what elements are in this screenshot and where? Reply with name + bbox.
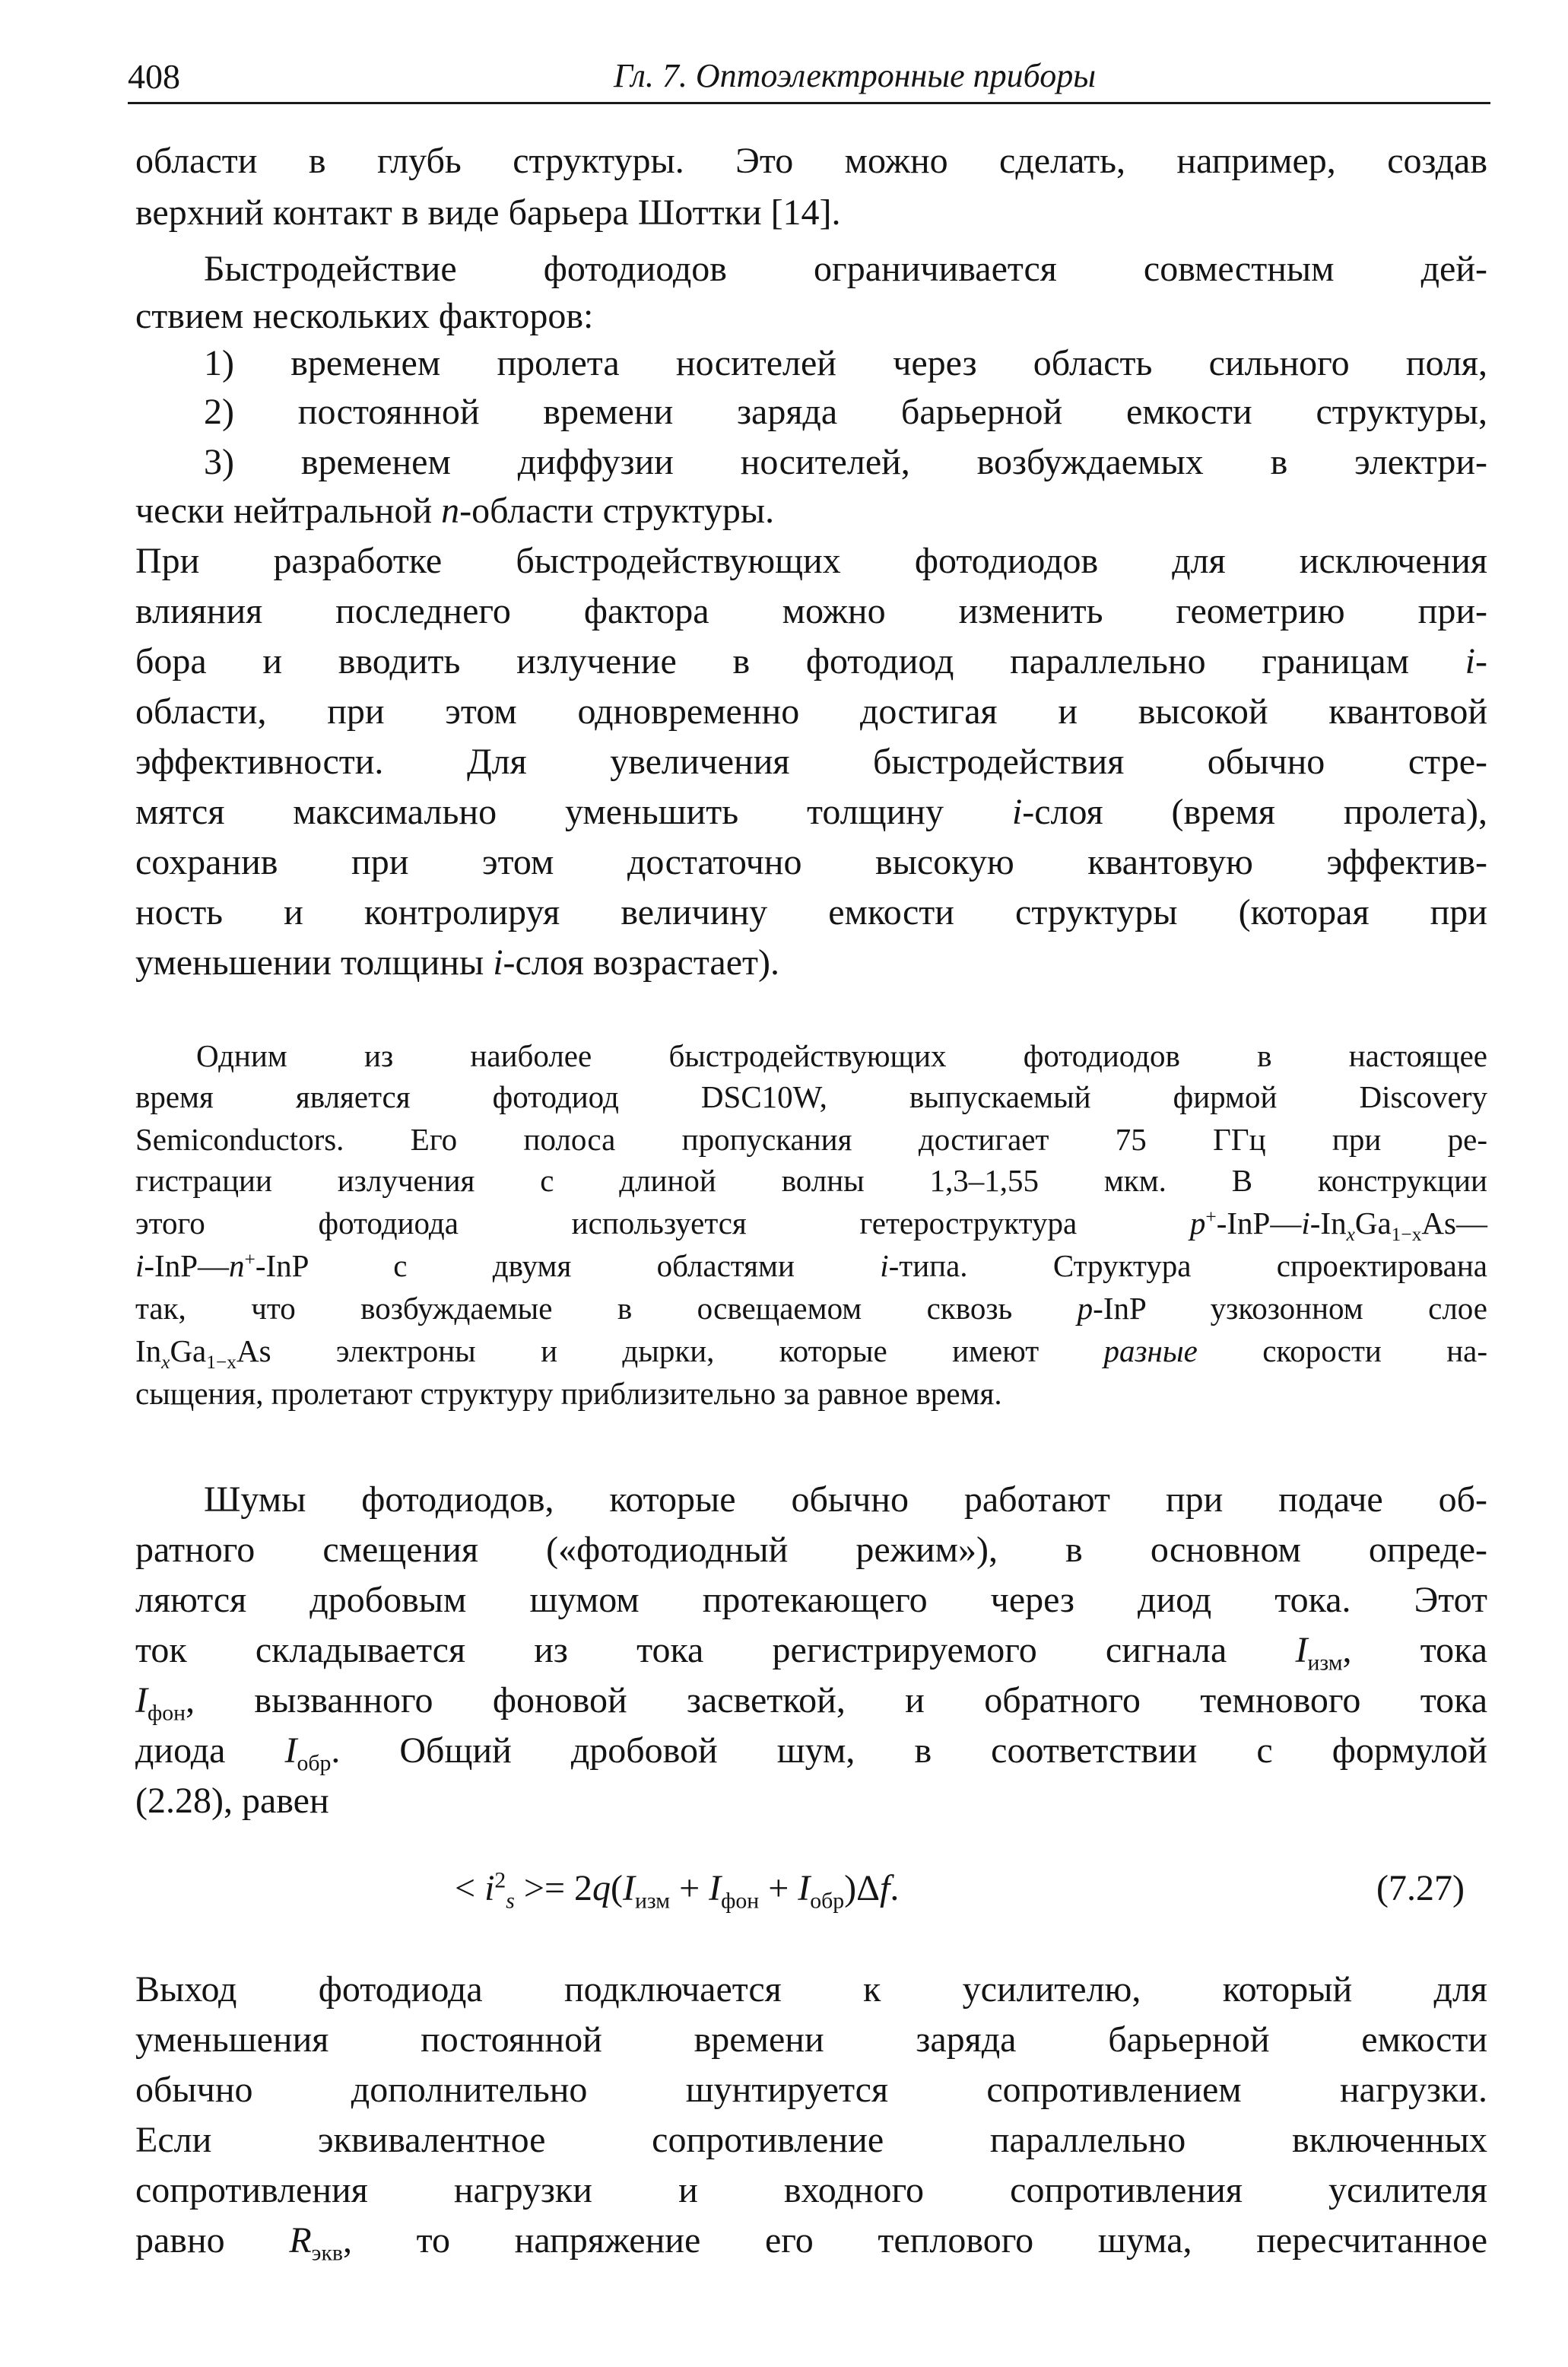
- list-item-2: 2) постоянной времени заряда барьерной емкости структуры,: [204, 392, 1487, 432]
- p5-line-6: равно $R_{экв}$, то напряжение его теплового шума, пересчитанное: [135, 2220, 1488, 2266]
- p3-line-5: эффективности. Для увеличения быстродействия обычно стре-: [135, 742, 1487, 782]
- p4-line-5: $I_{фон}$, вызванного фоновой засветкой, и обратного темнового тока: [135, 1680, 1487, 1726]
- page-header: [128, 55, 1490, 104]
- p3-line-8: ность и контролируя величину емкости структуры (которая при: [135, 892, 1487, 933]
- equation-body: < $i^2_s >= 2q(I_{изм} + I_{фон} + I_{обр})\Delta f$.: [455, 1867, 900, 1914]
- p4-line-3: ляются дробовым шумом протекающего через диод тока. Этот: [135, 1580, 1487, 1620]
- p4-line-7: (2.28), равен: [135, 1781, 329, 1821]
- p4-line-1: Шумы фотодиодов, которые обычно работают при подаче об-: [204, 1479, 1487, 1520]
- note-line-1: Одним из наиболее быстродействующих фотодиодов в настоящее: [196, 1038, 1487, 1073]
- p3-line-4: области, при этом одновременно достигая и высокой квантовой: [135, 691, 1487, 732]
- running-title: Гл. 7. Оптоэлектронные приборы: [613, 57, 1097, 94]
- note-line-8: $In_xGa_{1-x}As$ электроны и дырки, которые имеют разные скорости на-: [135, 1333, 1487, 1373]
- p3-line-6: мятся максимально уменьшить толщину i-слоя (время пролета),: [135, 792, 1487, 832]
- p3-line-9: уменьшении толщины i-слоя возрастает).: [135, 942, 779, 983]
- p5-line-2: уменьшения постоянной времени заряда барьерной емкости: [135, 2019, 1487, 2060]
- p1-line-2: верхний контакт в виде барьера Шоттки [14].: [135, 192, 841, 233]
- note-line-7: так, что возбуждаемые в освещаемом сквозь p-InP узкозонном слое: [135, 1291, 1487, 1326]
- p1-line-1: области в глубь структуры. Это можно сделать, например, создав: [135, 141, 1487, 181]
- p4-line-2: ратного смещения («фотодиодный режим»), в основном опреде-: [135, 1530, 1487, 1570]
- equation-7-27: [135, 1867, 1487, 1913]
- p5-line-5: сопротивления нагрузки и входного сопротивления усилителя: [135, 2170, 1487, 2210]
- equation-number: (7.27): [1376, 1868, 1465, 1908]
- p3-line-7: сохранив при этом достаточно высокую квантовую эффектив-: [135, 842, 1487, 882]
- list-item-1: 1) временем пролета носителей через область сильного поля,: [204, 343, 1487, 383]
- p3-line-3: бора и вводить излучение в фотодиод параллельно границам i-: [135, 641, 1487, 682]
- p2-line-1: Быстродействие фотодиодов ограничивается совместным дей-: [204, 249, 1487, 289]
- note-line-5: этого фотодиода используется гетероструктура $p^+-InP—i-In_xGa_{1-x}As—$: [135, 1206, 1487, 1245]
- list-item-3-cont: чески нейтральной n-области структуры.: [135, 491, 775, 531]
- p4-line-4: ток складывается из тока регистрируемого сигнала $I_{изм}$, тока: [135, 1630, 1488, 1676]
- note-line-2: время является фотодиод DSC10W, выпускаемый фирмой Discovery: [135, 1079, 1487, 1114]
- note-line-3: Semiconductors. Его полоса пропускания достигает 75 ГГц при ре-: [135, 1122, 1487, 1157]
- p2-line-2: ствием нескольких факторов:: [135, 296, 594, 336]
- p3-line-1: При разработке быстродействующих фотодиодов для исключения: [135, 541, 1487, 581]
- list-item-3: 3) временем диффузии носителей, возбуждаемых в электри-: [204, 442, 1487, 482]
- p5-line-3: обычно дополнительно шунтируется сопротивлением нагрузки.: [135, 2070, 1487, 2110]
- p5-line-1: Выход фотодиода подключается к усилителю, который для: [135, 1969, 1487, 2010]
- p3-line-2: влияния последнего фактора можно изменить геометрию при-: [135, 591, 1487, 631]
- p5-line-4: Если эквивалентное сопротивление параллельно включенных: [135, 2120, 1487, 2160]
- page-number: 408: [128, 57, 180, 96]
- p4-line-6: диода $I_{обр}$. Общий дробовой шум, в соответствии с формулой: [135, 1730, 1487, 1776]
- note-line-6: i-InP—n+-InP с двумя областями i-типа. Структура спроектирована: [135, 1248, 1487, 1283]
- note-line-9: сыщения, пролетают структуру приблизительно за равное время.: [135, 1376, 1002, 1411]
- note-line-4: гистрации излучения с длиной волны 1,3–1,55 мкм. В конструкции: [135, 1163, 1487, 1198]
